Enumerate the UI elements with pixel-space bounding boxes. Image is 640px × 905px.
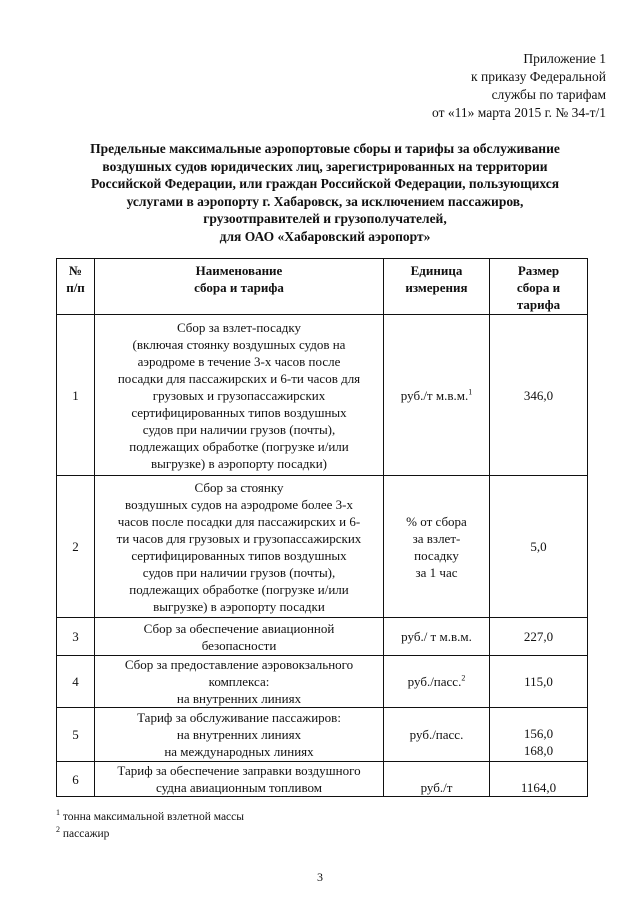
appendix-line: от «11» марта 2015 г. № 34-т/1 xyxy=(432,105,606,120)
row-name xyxy=(95,476,384,618)
row-number-value: 6 xyxy=(72,771,79,787)
table-row xyxy=(57,618,588,656)
row-name-line: сертифицированных типов воздушных xyxy=(131,404,347,420)
table-row xyxy=(57,762,588,797)
row-number xyxy=(57,762,95,797)
title-line: Российской Федерации, или граждан Российской Федерации, пользующихся xyxy=(90,176,560,192)
footnotes xyxy=(56,809,244,843)
appendix-line: Приложение 1 xyxy=(523,51,606,66)
table-row xyxy=(57,656,588,708)
row-name-line: Тариф за обслуживание пассажиров: xyxy=(137,710,341,725)
row-size-value: 5,0 xyxy=(530,539,547,554)
row-number-value: 3 xyxy=(72,629,79,644)
row-name xyxy=(95,708,384,762)
tariff-table xyxy=(56,258,588,797)
header-num xyxy=(57,259,95,315)
footnote-ref: 1 xyxy=(468,387,473,397)
title-line: грузоотправителей и грузополучателей, xyxy=(203,211,447,227)
row-unit xyxy=(384,315,490,476)
row-name-line: ти часов для грузовых и грузопассажирских xyxy=(116,530,362,546)
row-unit-line: за 1 час xyxy=(415,564,458,580)
row-unit-wrap xyxy=(386,387,487,404)
footnote-text: пассажир xyxy=(62,828,110,840)
footnote-mark: 1 xyxy=(56,808,60,818)
row-unit-wrap xyxy=(386,530,487,547)
header-size-line: Размер xyxy=(517,263,560,278)
row-name-line: на международных линиях xyxy=(164,744,314,759)
appendix-line: к приказу Федеральной xyxy=(471,69,606,84)
row-name-line: Сбор за стоянку xyxy=(194,479,284,495)
row-size-value: 168,0 xyxy=(523,743,554,758)
footnote-mark: 2 xyxy=(56,825,60,835)
table-row xyxy=(57,708,588,762)
header-num-line: п/п xyxy=(66,280,85,295)
row-unit-wrap xyxy=(386,547,487,564)
header-name-line: Наименование xyxy=(195,263,283,278)
row-name-line: Тариф за обеспечение заправки воздушного xyxy=(117,763,361,778)
row-unit-line: за взлет- xyxy=(412,530,461,546)
header-num-line: № xyxy=(68,263,83,278)
title-line: Предельные максимальные аэропортовые сборы и тарифы за обслуживание xyxy=(90,141,560,156)
row-name-line: на внутренних линиях xyxy=(176,691,302,706)
row-size xyxy=(490,315,588,476)
row-size xyxy=(490,708,588,762)
row-name-line: комплекса: xyxy=(208,674,270,689)
row-unit-wrap xyxy=(386,628,487,645)
row-name-line: сертифицированных типов воздушных xyxy=(131,547,347,563)
row-name-line: на внутренних линиях xyxy=(176,727,302,742)
row-name xyxy=(95,315,384,476)
row-unit-line: руб./пасс. xyxy=(407,674,462,689)
row-size-value: 1164,0 xyxy=(520,780,557,795)
row-unit xyxy=(384,476,490,618)
row-name-line: воздушных судов на аэродроме более 3-х xyxy=(125,496,353,512)
row-size-value: 156,0 xyxy=(523,726,554,741)
row-number xyxy=(57,618,95,656)
row-size-value: 115,0 xyxy=(524,674,553,689)
row-unit xyxy=(384,656,490,708)
row-name-line: Сбор за взлет-посадку xyxy=(176,319,302,335)
row-size xyxy=(490,476,588,618)
table-row xyxy=(57,476,588,618)
row-size xyxy=(490,618,588,656)
row-name-line: судна авиационным топливом xyxy=(156,780,322,795)
row-unit-line: руб./пасс. xyxy=(409,727,464,742)
row-number xyxy=(57,476,95,618)
header-name-line: сбора и тарифа xyxy=(194,280,284,295)
row-unit-wrap xyxy=(386,726,487,743)
title-line: услугами в аэропорту г. Хабаровск, за исключением пассажиров, xyxy=(126,193,524,209)
row-name-line: посадки для пассажирских и 6-ти часов для xyxy=(117,370,361,386)
footnote-text: тонна максимальной взлетной массы xyxy=(62,811,244,823)
row-unit-wrap xyxy=(386,779,487,796)
row-unit-wrap xyxy=(386,513,487,530)
row-name-line: подлежащих обработке (погрузке и/или xyxy=(129,581,349,597)
row-name-line: выгрузке) в аэропорту посадки xyxy=(153,598,325,614)
appendix-reference xyxy=(326,50,606,122)
row-name-line: Сбор за предоставление аэровокзального xyxy=(124,657,354,672)
row-number xyxy=(57,656,95,708)
row-name-line: часов после посадки для пассажирских и 6- xyxy=(117,513,361,529)
page-number: 3 xyxy=(317,870,323,884)
row-size xyxy=(490,762,588,797)
row-unit xyxy=(384,708,490,762)
header-name xyxy=(95,259,384,315)
title-line: для ОАО «Хабаровский аэропорт» xyxy=(219,228,431,244)
row-name xyxy=(95,656,384,708)
row-name-line: судов при наличии грузов (почты), xyxy=(142,421,336,437)
row-size-value: 346,0 xyxy=(523,387,554,403)
row-unit-wrap xyxy=(386,564,487,581)
row-name-line: аэродроме в течение 3-х часов после xyxy=(137,353,341,369)
row-number xyxy=(57,708,95,762)
row-number-value: 1 xyxy=(72,387,79,403)
footnote xyxy=(56,826,244,843)
row-unit xyxy=(384,618,490,656)
row-name-line: грузовых и грузопассажирских xyxy=(152,387,326,403)
title-line: воздушных судов юридических лиц, зарегистрированных на территории xyxy=(102,158,548,174)
row-name-line: подлежащих обработке (погрузке и/или xyxy=(129,438,349,454)
table-row xyxy=(57,315,588,476)
row-name-line: судов при наличии грузов (почты), xyxy=(142,564,336,580)
row-size-value: 227,0 xyxy=(523,629,554,644)
row-unit-line: руб./ т м.в.м. xyxy=(401,629,472,644)
row-unit-line: посадку xyxy=(414,547,459,563)
row-unit-wrap xyxy=(386,673,487,690)
header-unit xyxy=(384,259,490,315)
document-title xyxy=(60,140,590,246)
header-size xyxy=(490,259,588,315)
header-unit-line: Единица xyxy=(410,263,463,278)
appendix-line: службы по тарифам xyxy=(491,87,606,102)
row-name-line: Сбор за обеспечение авиационной xyxy=(143,620,335,636)
row-name xyxy=(95,618,384,656)
row-name xyxy=(95,762,384,797)
row-number-value: 5 xyxy=(72,727,79,742)
header-unit-line: измерения xyxy=(405,280,468,295)
row-unit-line: руб./т xyxy=(420,780,453,795)
row-name-line: выгрузке) в аэропорту посадки) xyxy=(151,455,327,471)
header-size-line: сбора и xyxy=(516,280,561,295)
row-unit xyxy=(384,762,490,797)
row-number xyxy=(57,315,95,476)
footnote-ref: 2 xyxy=(461,673,466,683)
header-size-line: тарифа xyxy=(516,297,561,312)
row-unit-line: руб./т м.в.м. xyxy=(400,387,469,403)
row-number-value: 4 xyxy=(72,674,79,689)
table-header-row xyxy=(57,259,588,315)
row-number-value: 2 xyxy=(72,539,79,554)
row-name-line: безопасности xyxy=(201,637,277,653)
footnote xyxy=(56,809,244,826)
row-name-line: (включая стоянку воздушных судов на xyxy=(132,336,346,352)
row-size xyxy=(490,656,588,708)
row-unit-line: % от сбора xyxy=(406,513,467,529)
